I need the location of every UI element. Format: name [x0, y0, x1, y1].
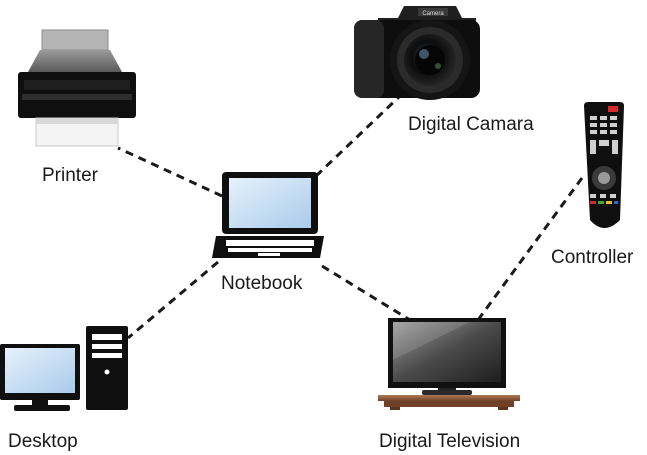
notebook-label: Notebook	[221, 273, 303, 294]
controller-label: Controller	[551, 247, 634, 268]
link-notebook-television	[322, 266, 410, 320]
link-notebook-camera	[316, 96, 400, 176]
camera-label: Digital Camara	[408, 114, 534, 135]
remote-control-icon	[584, 102, 624, 228]
television-icon	[378, 318, 520, 410]
television-label: Digital Television	[379, 431, 521, 452]
camera-brand-text: Camera	[422, 11, 444, 17]
printer-label: Printer	[42, 165, 98, 186]
desktop-computer-icon	[0, 326, 128, 411]
printer-icon	[18, 30, 136, 146]
laptop-icon	[212, 172, 324, 258]
desktop-label: Desktop	[8, 431, 78, 452]
link-notebook-desktop	[128, 262, 218, 338]
camera-icon	[354, 6, 480, 100]
link-notebook-printer	[118, 148, 222, 196]
